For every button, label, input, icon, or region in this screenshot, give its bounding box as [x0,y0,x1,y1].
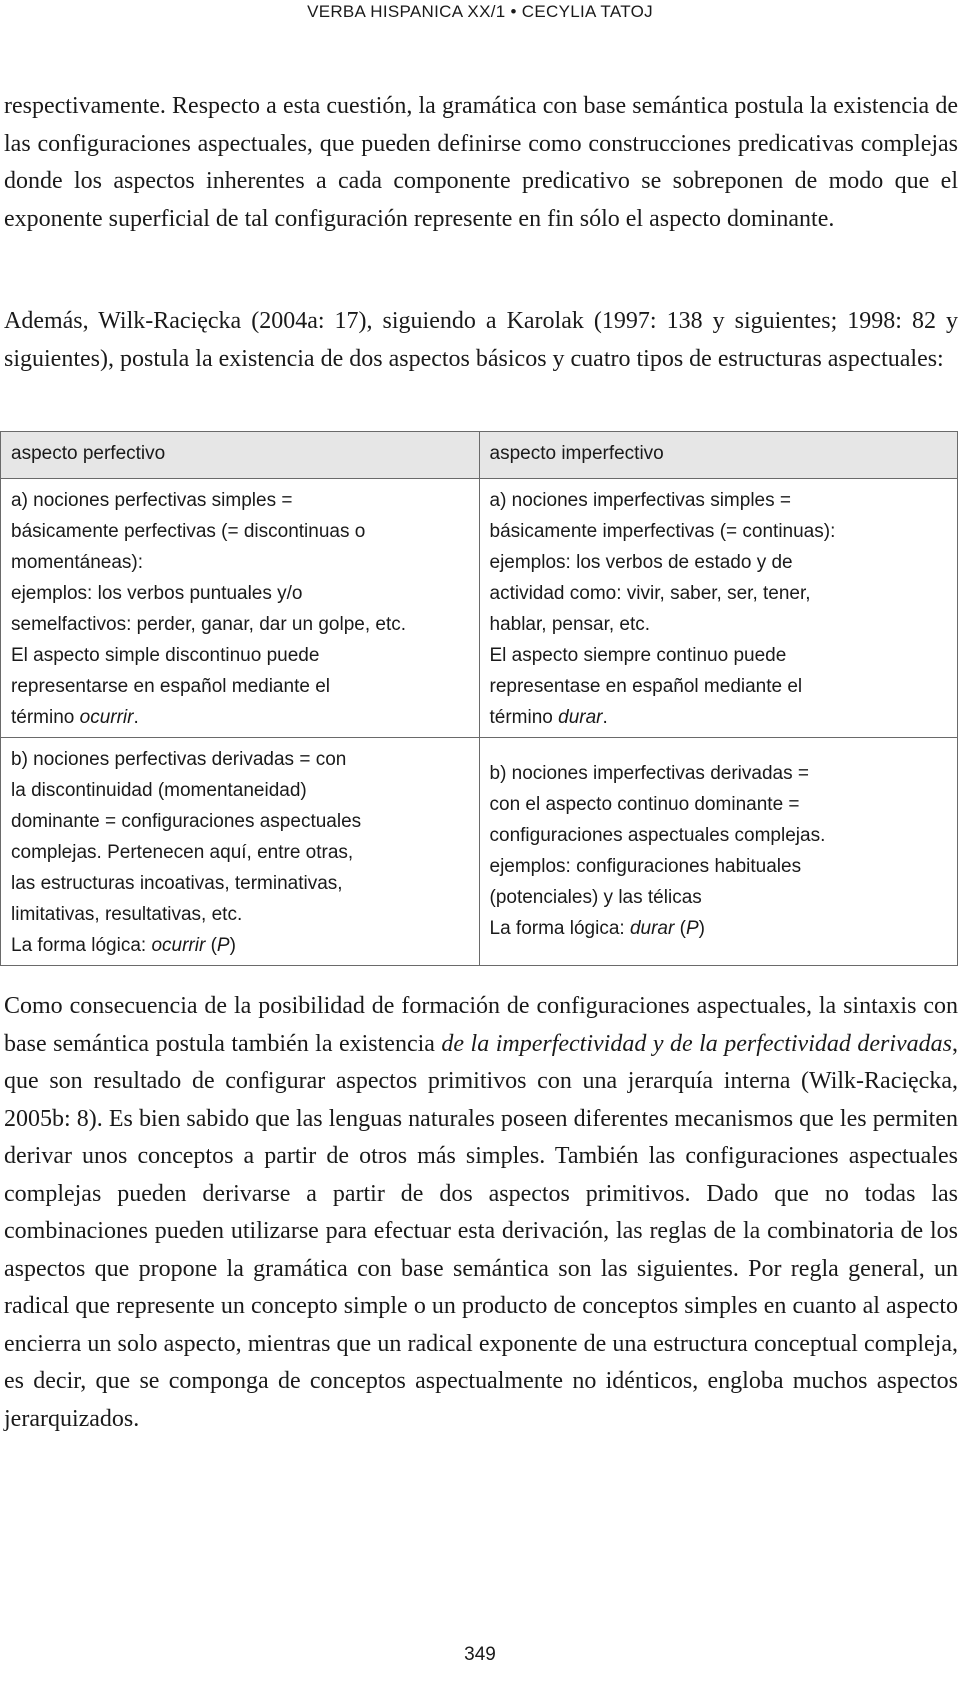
cell-line: ejemplos: configuraciones habituales [489,856,802,877]
cell-imperfective-simple [479,479,958,738]
cell-line: complejas. Pertenecen aquí, entre otras, [11,842,354,863]
running-head: VERBA HISPANICA XX/1 • CECYLIA TATOJ [307,2,653,21]
table-row-derived [1,738,958,966]
cell-line [490,913,950,944]
cell-line: b) nociones imperfectivas derivadas = [489,763,809,784]
cell-line: básicamente perfectivas (= discontinuas o [11,521,366,542]
paragraph-3-text: Como consecuencia de la posibilidad de formación de configuraciones aspectuales, la sintaxis con base semántica postula también la existencia [4,993,958,1057]
cell-line [490,702,950,733]
cell-line: semelfactivos: perder, ganar, dar un golpe, etc. [11,614,407,635]
cell-line: El aspecto siempre continuo puede [489,645,787,666]
cell-line: El aspecto simple discontinuo puede [11,645,320,666]
cell-perfective-derived [1,738,480,966]
cell-line [11,702,471,733]
cell-line: b) nociones perfectivas derivadas = con [11,749,347,770]
cell-text: término [489,707,559,728]
cell-line: (potenciales) y las télicas [489,887,702,908]
cell-line: con el aspecto continuo dominante = [489,794,800,815]
variable-p: P [685,918,699,939]
cell-imperfective-derived [479,738,958,966]
cell-line: representarse en español mediante el [11,676,330,697]
logical-form-durar: durar [629,918,675,939]
header-imperfective: aspecto imperfectivo [479,432,958,479]
paragraph-3 [4,988,958,1438]
cell-text: . [602,707,608,728]
cell-line: básicamente imperfectivas (= continuas): [489,521,836,542]
table-row-simple [1,479,958,738]
cell-perfective-simple [1,479,480,738]
cell-text: ( [205,935,217,956]
cell-line: hablar, pensar, etc. [489,614,651,635]
cell-text: ) [698,918,705,939]
spacer [490,744,950,758]
cell-line: a) nociones perfectivas simples = [11,490,293,511]
page-number: 349 [464,1644,496,1665]
cell-line: a) nociones imperfectivas simples = [489,490,791,511]
cell-line: configuraciones aspectuales complejas. [489,825,826,846]
paragraph-3-text: , que son resultado de configurar aspectos primitivos con una jerarquía interna (Wilk-Racięcka, 2005b: 8). Es bien sabido que las lenguas naturales poseen diferentes mecanismos que les permiten derivar unos conceptos a partir de otros más simples. También las configuraciones aspectuales complejas pueden derivarse a partir de dos aspectos primitivos. Dado que no todas las combinaciones pueden utilizarse para efectuar esta derivación, las reglas de la combinatoria de los aspectos que propone la gramática con base semántica son las siguientes. Por regla general, un radical que represente un concepto simple o un producto de conceptos simples en cuanto al aspecto encierra un solo aspecto, mientras que un radical exponente de una estructura conceptual compleja, es decir, que se componga de conceptos aspectualmente no idénticos, engloba muchos aspectos jerarquizados. [4,1030,958,1432]
paragraph-1: respectivamente. Respecto a esta cuestión, la gramática con base semántica postula la existencia de las configuraciones aspectuales, que pueden definirse como construcciones predicativas complejas donde los aspectos inherentes a cada componente predicativo se sobreponen de modo que el exponente superficial de tal configuración represente en fin sólo el aspecto dominante. [4,93,958,232]
term-ocurrir: ocurrir [79,707,134,728]
paragraph-3-italic: de la imperfectividad y de la perfectividad derivadas [441,1030,952,1057]
cell-text: . [133,707,139,728]
table-header-row [1,432,958,479]
cell-line: limitativas, resultativas, etc. [11,904,243,925]
cell-line: las estructuras incoativas, terminativas, [11,873,343,894]
cell-line: ejemplos: los verbos de estado y de [489,552,793,573]
term-durar: durar [558,707,603,728]
paragraph-2: Además, Wilk-Racięcka (2004a: 17), siguiendo a Karolak (1997: 138 y siguientes; 1998: 82 y siguientes), postula la existencia de dos aspectos básicos y cuatro tipos de estructuras aspectuales: [4,308,958,372]
cell-line: ejemplos: los verbos puntuales y/o [11,583,303,604]
cell-text: La forma lógica: [489,918,630,939]
cell-text: ( [674,918,686,939]
cell-line: dominante = configuraciones aspectuales [11,811,362,832]
cell-line: la discontinuidad (momentaneidad) [11,780,307,801]
cell-line: actividad como: vivir, saber, ser, tener, [489,583,811,604]
cell-line [11,930,471,961]
logical-form-ocurrir: ocurrir [151,935,206,956]
cell-text: La forma lógica: [11,935,152,956]
header-perfective: aspecto perfectivo [1,432,480,479]
cell-line: representase en español mediante el [489,676,803,697]
aspect-types-table [0,431,958,966]
cell-text: ) [229,935,236,956]
cell-line: momentáneas): [11,552,144,573]
cell-text: término [11,707,80,728]
variable-p: P [216,935,230,956]
